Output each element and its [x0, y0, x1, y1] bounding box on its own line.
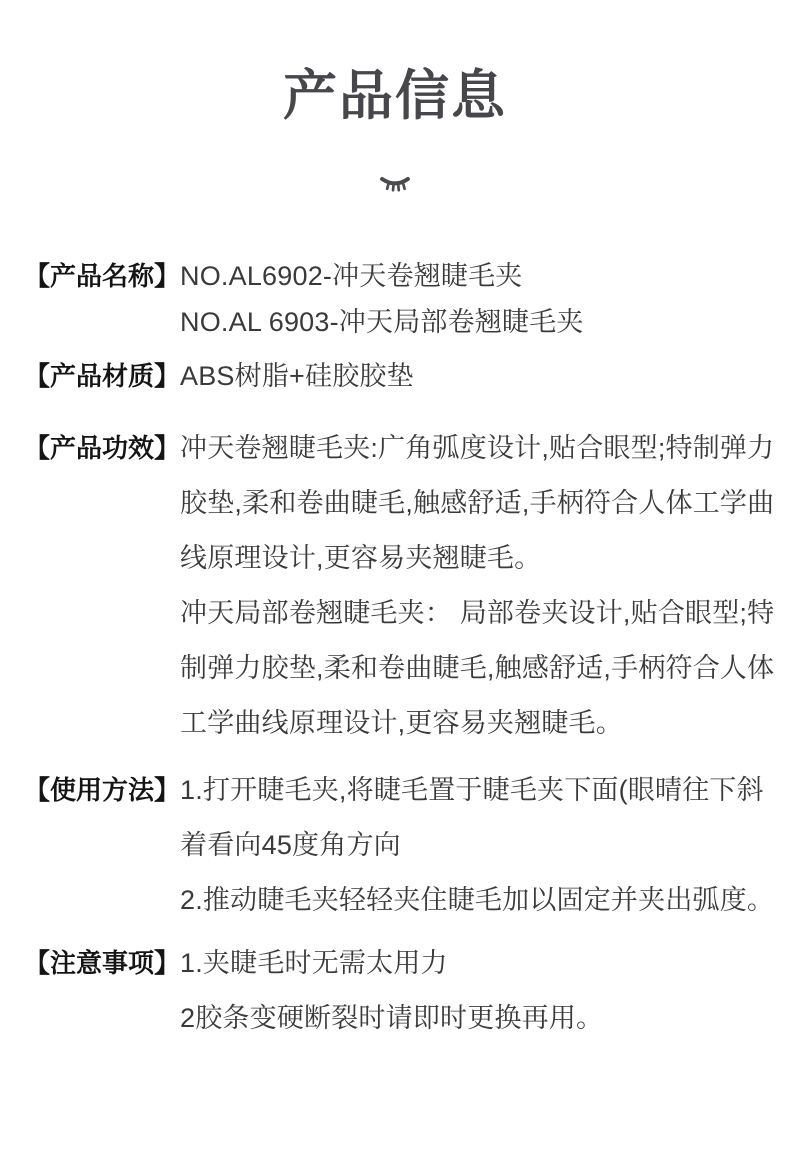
product-detail-sections — [0, 253, 790, 1046]
section-label-precautions: 【注意事项】 — [24, 947, 181, 978]
product-efficacy-line: 制弹力胶垫,柔和卷曲睫毛,触感舒适,手柄符合人体 — [180, 652, 775, 683]
section-label-product-name: 【产品名称】 — [24, 260, 181, 291]
eyelash-icon — [0, 173, 790, 195]
section-product-efficacy — [24, 421, 775, 751]
section-product-material — [24, 353, 770, 399]
section-product-name — [24, 253, 770, 345]
section-precautions — [24, 936, 770, 1046]
product-efficacy-line: 冲天局部卷翘睫毛夹： 局部卷夹设计,贴合眼型;特 — [180, 597, 775, 628]
product-efficacy-line: 线原理设计,更容易夹翘睫毛。 — [180, 542, 542, 573]
usage-method-line: 1.打开睫毛夹,将睫毛置于睫毛夹下面(眼晴往下斜 — [180, 774, 764, 805]
precautions-line: 1.夹睫毛时无需太用力 — [180, 947, 448, 978]
section-label-product-material: 【产品材质】 — [24, 360, 181, 391]
product-efficacy-line: 胶垫,柔和卷曲睫毛,触感舒适,手柄符合人体工学曲 — [180, 487, 775, 518]
section-label-usage-method: 【使用方法】 — [24, 774, 181, 805]
page-title: 产品信息 — [283, 66, 507, 126]
section-content-product-material — [180, 353, 414, 399]
product-material-line: ABS树脂+硅胶胶垫 — [180, 360, 414, 391]
section-content-product-efficacy — [180, 421, 774, 751]
section-content-usage-method — [180, 763, 774, 928]
product-info-page — [0, 68, 790, 1167]
section-usage-method — [24, 763, 775, 928]
section-content-precautions — [180, 936, 603, 1046]
section-label-product-efficacy: 【产品功效】 — [24, 432, 181, 463]
product-efficacy-line: 冲天卷翘睫毛夹:广角弧度设计,贴合眼型;特制弹力 — [180, 432, 775, 463]
product-efficacy-line: 工学曲线原理设计,更容易夹翘睫毛。 — [180, 707, 623, 738]
product-name-line: NO.AL 6903-冲天局部卷翘睫毛夹 — [180, 306, 584, 337]
precautions-line: 2胶条变硬断裂时请即时更换再用。 — [180, 1002, 604, 1033]
usage-method-line: 着看向45度角方向 — [180, 829, 401, 860]
usage-method-line: 2.推动睫毛夹轻轻夹住睫毛加以固定并夹出弧度。 — [180, 884, 775, 915]
product-name-line: NO.AL6902-冲天卷翘睫毛夹 — [180, 260, 523, 291]
section-content-product-name — [180, 253, 584, 345]
